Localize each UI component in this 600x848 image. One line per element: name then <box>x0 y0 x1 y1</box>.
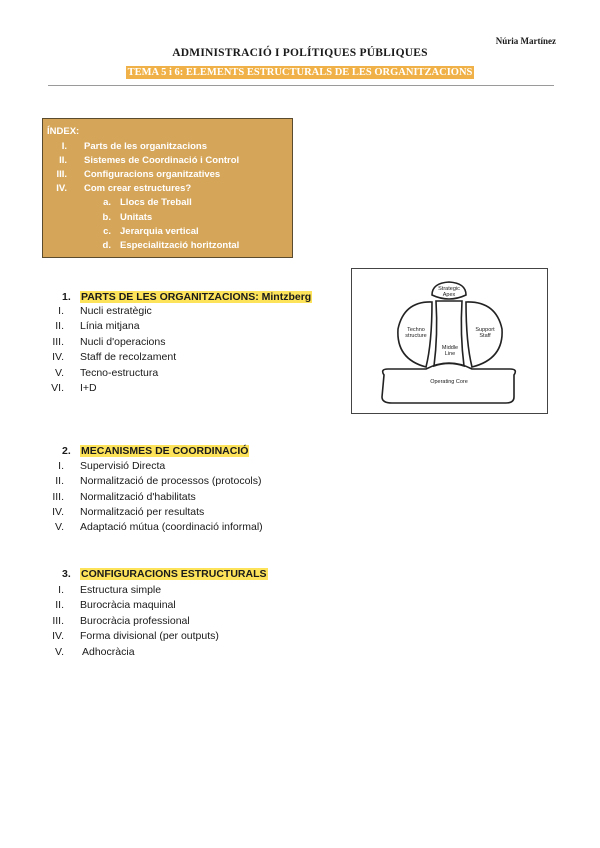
list-item-text: Estructura simple <box>80 584 162 596</box>
list-item-roman: VI. <box>51 382 64 394</box>
apex-label-line2: Apex <box>442 292 456 298</box>
index-subitem-text: Unitats <box>120 212 153 223</box>
index-subitem-letter: a. <box>103 197 111 208</box>
index-item-text: Configuracions organitzatives <box>84 169 221 180</box>
list-item-roman: I. <box>58 305 64 317</box>
section-number: 1. <box>62 291 71 303</box>
list-item-text: Burocràcia maquinal <box>80 599 176 611</box>
index-title: ÍNDEX: <box>47 126 80 137</box>
middle-label-line1: Middle <box>441 345 459 351</box>
index-subitem-letter: c. <box>103 226 111 237</box>
mintzberg-diagram-svg <box>352 269 547 413</box>
list-item-text: Staff de recolzament <box>80 351 177 363</box>
list-item-text: Supervisió Directa <box>80 460 166 472</box>
list-item-roman: I. <box>58 460 64 472</box>
support-label-line1: Support <box>475 327 495 333</box>
techno-label-line2: structure <box>405 333 427 339</box>
section-number: 2. <box>62 445 71 457</box>
subtitle-wrapper <box>0 62 600 80</box>
list-item-text: Normalització per resultats <box>80 506 205 518</box>
index-item-text: Parts de les organitzacions <box>84 141 208 152</box>
list-item-roman: III. <box>52 615 64 627</box>
techno-label-line1: Techno <box>407 327 425 333</box>
index-item-number: II. <box>59 155 67 166</box>
list-item-roman: II. <box>55 320 64 332</box>
index-item-number: III. <box>56 169 67 180</box>
list-item-text: Normalització de processos (protocols) <box>80 475 262 487</box>
list-item-text: Adhocràcia <box>82 646 135 658</box>
section-title: CONFIGURACIONS ESTRUCTURALS <box>81 568 267 580</box>
list-item-roman: I. <box>58 584 64 596</box>
document-subtitle: TEMA 5 i 6: ELEMENTS ESTRUCTURALS DE LES ORGANITZACIONS <box>127 67 473 78</box>
index-subitem-text: Jerarquia vertical <box>120 226 199 237</box>
apex-label-line1: Strategic <box>438 286 460 292</box>
index-item-number: I. <box>61 141 67 152</box>
list-item-roman: V. <box>55 521 64 533</box>
section-title: PARTS DE LES ORGANITZACIONS: Mintzberg <box>81 291 312 303</box>
core-label: Operating Core <box>430 379 468 385</box>
list-item-text: Forma divisional (per outputs) <box>80 630 219 642</box>
list-item-roman: IV. <box>52 351 64 363</box>
list-item-roman: III. <box>52 491 64 503</box>
section-heading <box>62 568 268 580</box>
list-item-text: Tecno-estructura <box>80 367 159 379</box>
index-subitem-text: Llocs de Treball <box>120 197 192 208</box>
support-label-line2: Staff <box>479 333 491 339</box>
section-title: MECANISMES DE COORDINACIÓ <box>81 445 249 457</box>
index-item-number: IV. <box>56 183 67 194</box>
header-divider <box>48 85 554 86</box>
list-item-roman: III. <box>52 336 64 348</box>
author-name: Núria Martínez <box>495 36 556 46</box>
list-item-text: Adaptació mútua (coordinació informal) <box>80 521 263 533</box>
mintzberg-diagram <box>351 268 548 414</box>
list-item-text: Nucli d'operacions <box>80 336 166 348</box>
section-heading <box>62 291 312 303</box>
section-heading <box>62 445 249 457</box>
list-item-roman: II. <box>55 475 64 487</box>
list-item-roman: V. <box>55 646 64 658</box>
list-item-roman: IV. <box>52 506 64 518</box>
index-item-text: Sistemes de Coordinació i Control <box>84 155 240 166</box>
index-subitem-text: Especialització horitzontal <box>120 240 240 251</box>
list-item-roman: IV. <box>52 630 64 642</box>
list-item-text: I+D <box>80 382 97 394</box>
index-item-text: Com crear estructures? <box>84 183 192 194</box>
list-item-text: Nucli estratègic <box>80 305 152 317</box>
list-item-text: Burocràcia professional <box>80 615 190 627</box>
section-number: 3. <box>62 568 71 580</box>
list-item-roman: II. <box>55 599 64 611</box>
index-subitem-letter: b. <box>102 212 111 223</box>
list-item-text: Línia mitjana <box>80 320 140 332</box>
index-box <box>42 118 293 258</box>
index-subitem-letter: d. <box>102 240 111 251</box>
list-item-text: Normalització d'habilitats <box>80 491 196 503</box>
list-item-roman: V. <box>55 367 64 379</box>
middle-label-line2: Line <box>444 351 456 357</box>
document-title: ADMINISTRACIÓ I POLÍTIQUES PÚBLIQUES <box>172 47 428 59</box>
